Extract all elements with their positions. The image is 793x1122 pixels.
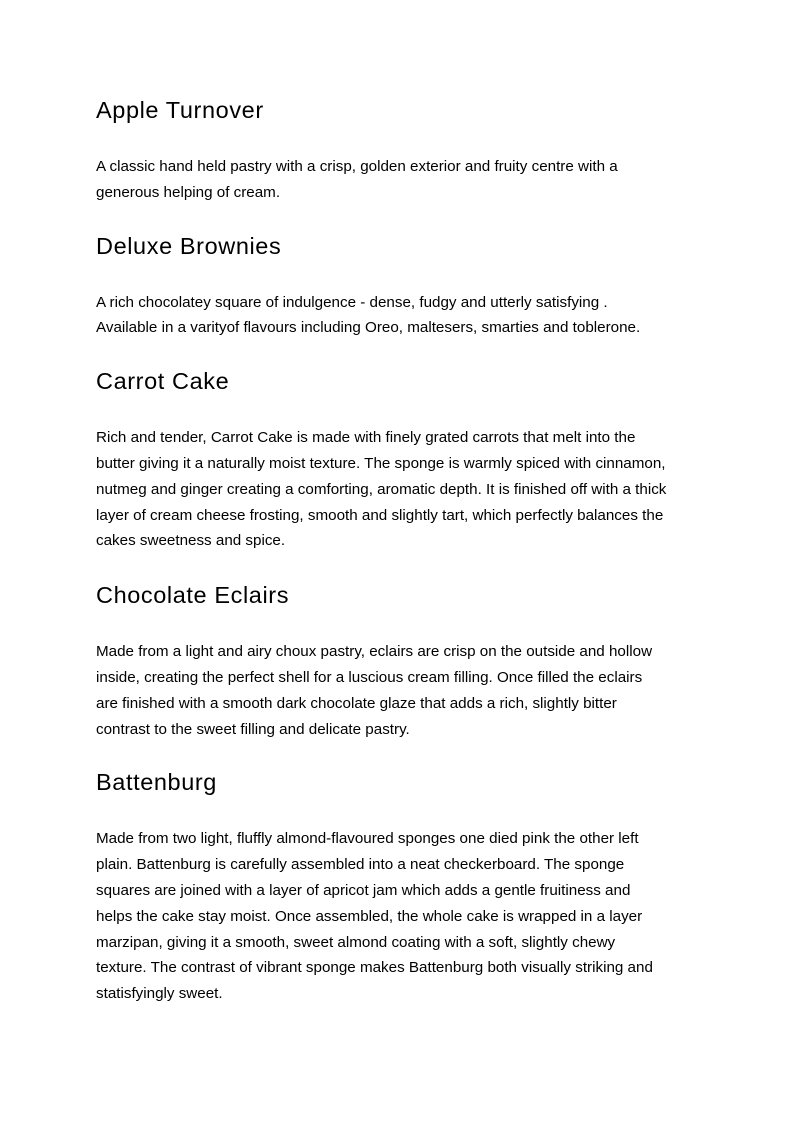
description-line: squares are joined with a layer of apricot jam which adds a gentle fruitiness and [96, 881, 631, 899]
description-line: inside, creating the perfect shell for a luscious cream filling. Once filled the eclairs [96, 668, 643, 686]
description-line: contrast to the sweet filling and delicate pastry. [96, 720, 410, 738]
description-line: cakes sweetness and spice. [96, 532, 286, 550]
description-line: butter giving it a naturally moist texture. The sponge is warmly spiced with cinnamon, [96, 454, 666, 472]
description-line: Available in a varityof flavours including Oreo, maltesers, smarties and toblerone. [96, 319, 641, 337]
description-line: A rich chocolatey square of indulgence - dense, fudgy and utterly satisfying . [96, 293, 608, 311]
section-chocolate-eclairs [96, 579, 733, 742]
description-line: Made from a light and airy choux pastry, eclairs are crisp on the outside and hollow [96, 643, 653, 661]
section-heading: Battenburg [96, 769, 217, 796]
description-line: layer of cream cheese frosting, smooth and slightly tart, which perfectly balances the [96, 506, 664, 524]
section-description [96, 154, 706, 206]
section-description [96, 425, 706, 554]
section-description [96, 639, 706, 742]
description-line: nutmeg and ginger creating a comforting, aromatic depth. It is finished off with a thick [96, 480, 667, 498]
description-line: marzipan, giving it a smooth, sweet almond coating with a soft, slightly chewy [96, 933, 616, 951]
section-heading: Chocolate Eclairs [96, 582, 290, 609]
section-heading: Carrot Cake [96, 368, 230, 395]
section-apple-turnover [96, 94, 733, 206]
section-heading: Deluxe Brownies [96, 232, 282, 259]
description-line: A classic hand held pastry with a crisp, golden exterior and fruity centre with a [96, 158, 618, 175]
description-line: are finished with a smooth dark chocolate glaze that adds a rich, slightly bitter [96, 694, 617, 712]
section-description [96, 290, 706, 342]
section-description [96, 826, 706, 1007]
description-line: Rich and tender, Carrot Cake is made with finely grated carrots that melt into the [96, 429, 636, 447]
section-battenburg [96, 766, 733, 1007]
description-line: statisfyingly sweet. [96, 985, 223, 1003]
description-line: plain. Battenburg is carefully assembled into a neat checkerboard. The sponge [96, 856, 625, 874]
section-carrot-cake [96, 365, 733, 554]
description-line: texture. The contrast of vibrant sponge makes Battenburg both visually striking and [96, 959, 653, 977]
section-deluxe-brownies [96, 230, 733, 342]
description-line: helps the cake stay moist. Once assembled, the whole cake is wrapped in a layer [96, 907, 643, 925]
description-line: generous helping of cream. [96, 183, 281, 201]
section-heading: Apple Turnover [96, 97, 264, 123]
description-line: Made from two light, fluffly almond-flavoured sponges one died pink the other left [96, 830, 639, 848]
